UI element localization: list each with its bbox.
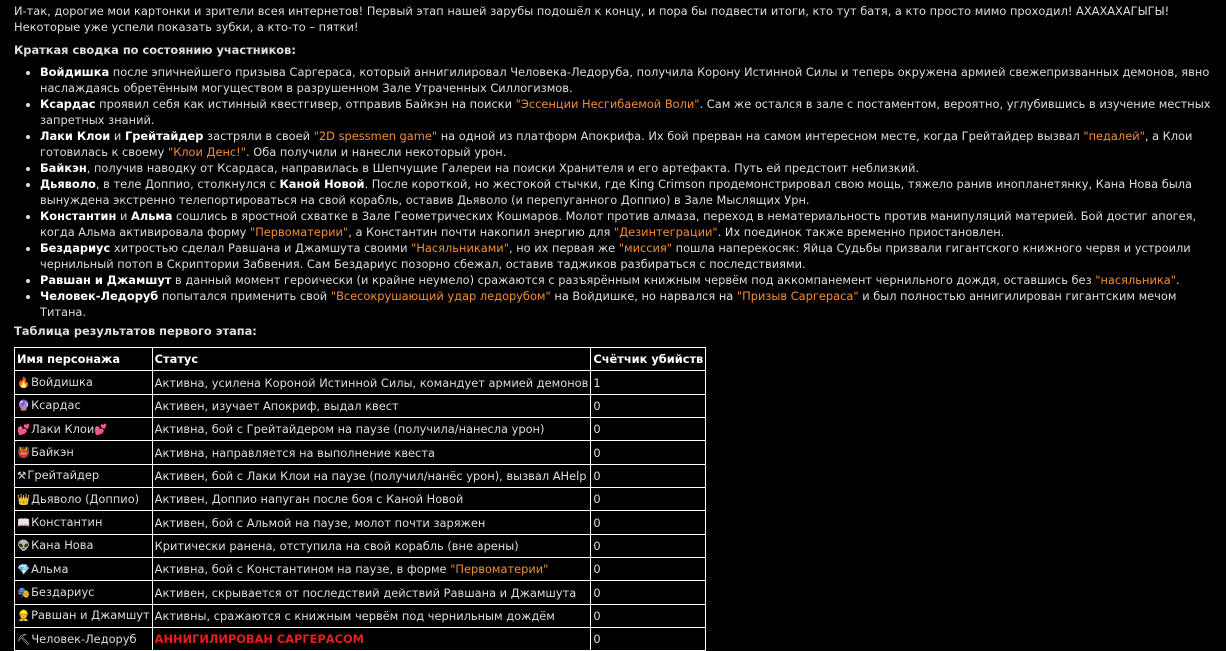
table-row: ⚒Грейтайдер Активен, бой с Лаки Клои на паузе (получил/нанёс урон), вызвал AHelp 0 <box>15 464 706 487</box>
gem-icon: 💎 <box>17 563 31 576</box>
table-row: 💕Лаки Клои💕 Активна, бой с Грейтайдером на паузе (получила/нанесла урон) 0 <box>15 418 706 441</box>
fire-icon: 🔥 <box>17 377 31 390</box>
book-icon: 📖 <box>17 517 31 530</box>
table-row: ⛏Человек-Ледоруб АННИГИЛИРОВАН САРГЕРАСОМ 0 <box>15 628 706 651</box>
intro-text: И-так, дорогие мои картонки и зрители всея интернетов! Первый этап нашей зарубы подошёл к концу, и пора бы подвести итоги, кто тут батя, а кто просто мимо проходил! АХАХАХАГЫГЫ! Некоторые уже успели показать зубки, а кто-то – пятки! <box>14 4 1170 34</box>
table-row: 💎Альма Активна, бой с Константином на паузе, в форме "Первоматерии" 0 <box>15 558 706 581</box>
list-item: • Войдишка после эпичнейшего призыва Саргераса, который аннигилировал Человека-Ледоруба, получила Корону Истинной Силы и теперь окружена армией свежепризванных демонов, явно наслаждаясь обретённым могуществом в разрушенном Зале Утраченных Силлогизмов. <box>40 64 1212 96</box>
column-header-kills: Счётчик убийств <box>591 348 706 371</box>
list-item: • Байкэн, получив наводку от Ксардаса, направилась в Шепчущие Галереи на поиски Хранителя и его артефакта. Путь ей предстоит неблизкий. <box>40 160 1212 176</box>
hammer-pick-icon: ⚒ <box>17 470 27 483</box>
list-item: • Равшан и Джамшут в данный момент героически (и крайне неумело) сражаются с разъярённым книжным червём под аккомпанемент чернильного дождя, оставшись без "насяльника". <box>40 272 1212 288</box>
column-header-status: Статус <box>152 348 591 371</box>
participants-list <box>14 64 1212 320</box>
crystal-ball-icon: 🔮 <box>17 400 31 413</box>
table-row: 🎭Бездариус Активен, скрывается от последствий действий Равшана и Джамшута 0 <box>15 581 706 604</box>
hearts-icon: 💕 <box>94 423 108 436</box>
table-title: Таблица результатов первого этапа: <box>14 324 257 338</box>
table-row: 🔥Войдишка Активна, усилена Короной Истинной Силы, командует армией демонов 1 <box>15 371 706 394</box>
list-item: • Дьяволо, в теле Доппио, столкнулся с Каной Новой. После короткой, но жестокой стычки, где King Crimson продемонстрировал свою мощь, тяжело ранив инопланетянку, Кана Нова была вынуждена экстренно телепортироваться на свой корабль, оставив Дьяволо (и перепуганного Доппио) в Зале Мыслящих Урн. <box>40 176 1212 208</box>
table-row: 🔮Ксардас Активен, изучает Апокриф, выдал квест 0 <box>15 394 706 417</box>
results-table <box>14 347 706 651</box>
construction-worker-icon: 👷 <box>17 610 31 623</box>
list-item: • Бездариус хитростью сделал Равшана и Джамшута своими "Насяльниками", но их первая же "миссия" пошла наперекосяк: Яйца Судьбы призвали гигантского книжного червя и устроили чернильный потоп в Скриптории Забвения. Сам Бездариус позорно сбежал, оставив таджиков разбираться с последствиями. <box>40 240 1212 272</box>
table-row: 👑Дьяволо (Доппио) Активен, Доппио напуган после боя с Каной Новой 0 <box>15 488 706 511</box>
table-row: 👹Байкэн Активна, направляется на выполнение квеста 0 <box>15 441 706 464</box>
table-row: 👷Равшан и Джамшут Активны, сражаются с книжным червём под чернильным дождём 0 <box>15 604 706 627</box>
column-header-name: Имя персонажа <box>15 348 153 371</box>
table-row: 📖Константин Активен, бой с Альмой на паузе, молот почти заряжен 0 <box>15 511 706 534</box>
alien-icon: 👽 <box>17 540 31 553</box>
pick-icon: ⛏ <box>17 633 31 646</box>
ogre-mask-icon: 👹 <box>17 447 31 460</box>
status-annihilated: АННИГИЛИРОВАН САРГЕРАСОМ <box>152 628 591 651</box>
theater-masks-icon: 🎭 <box>17 587 31 600</box>
hearts-icon: 💕 <box>17 423 31 436</box>
table-header-row <box>15 348 706 371</box>
crown-icon: 👑 <box>17 493 31 506</box>
table-row: 👽Кана Нова Критически ранена, отступила на свой корабль (вне арены) 0 <box>15 534 706 557</box>
list-item: • Человек-Ледоруб попытался применить свой "Всесокрушающий удар ледорубом" на Войдишке, но нарвался на "Призыв Саргераса" и был полностью аннигилирован гигантским мечом Титана. <box>40 288 1212 320</box>
list-item: • Ксардас проявил себя как истинный квестгивер, отправив Байкэн на поиски "Эссенции Несгибаемой Воли". Сам же остался в зале с постаментом, вероятно, углубившись в изучение местных запретных знаний. <box>40 96 1212 128</box>
summary-title: Краткая сводка по состоянию участников: <box>14 43 296 57</box>
list-item: • Константин и Альма сошлись в яростной схватке в Зале Геометрических Кошмаров. Молот против алмаза, переход в нематериальность против манипуляций материей. Бой достиг апогея, когда Альма активировала форму "Первоматерии", а Константин почти накопил энергию для "Дезинтеграции". Их поединок также временно приостановлен. <box>40 208 1212 240</box>
list-item: • Лаки Клои и Грейтайдер застряли в своей "2D spessmen game" на одной из платформ Апокрифа. Их бой прерван на самом интересном месте, когда Грейтайдер вызвал "педалей", а Клои готовилась к своему "Клои Денс!". Оба получили и нанесли некоторый урон. <box>40 128 1212 160</box>
